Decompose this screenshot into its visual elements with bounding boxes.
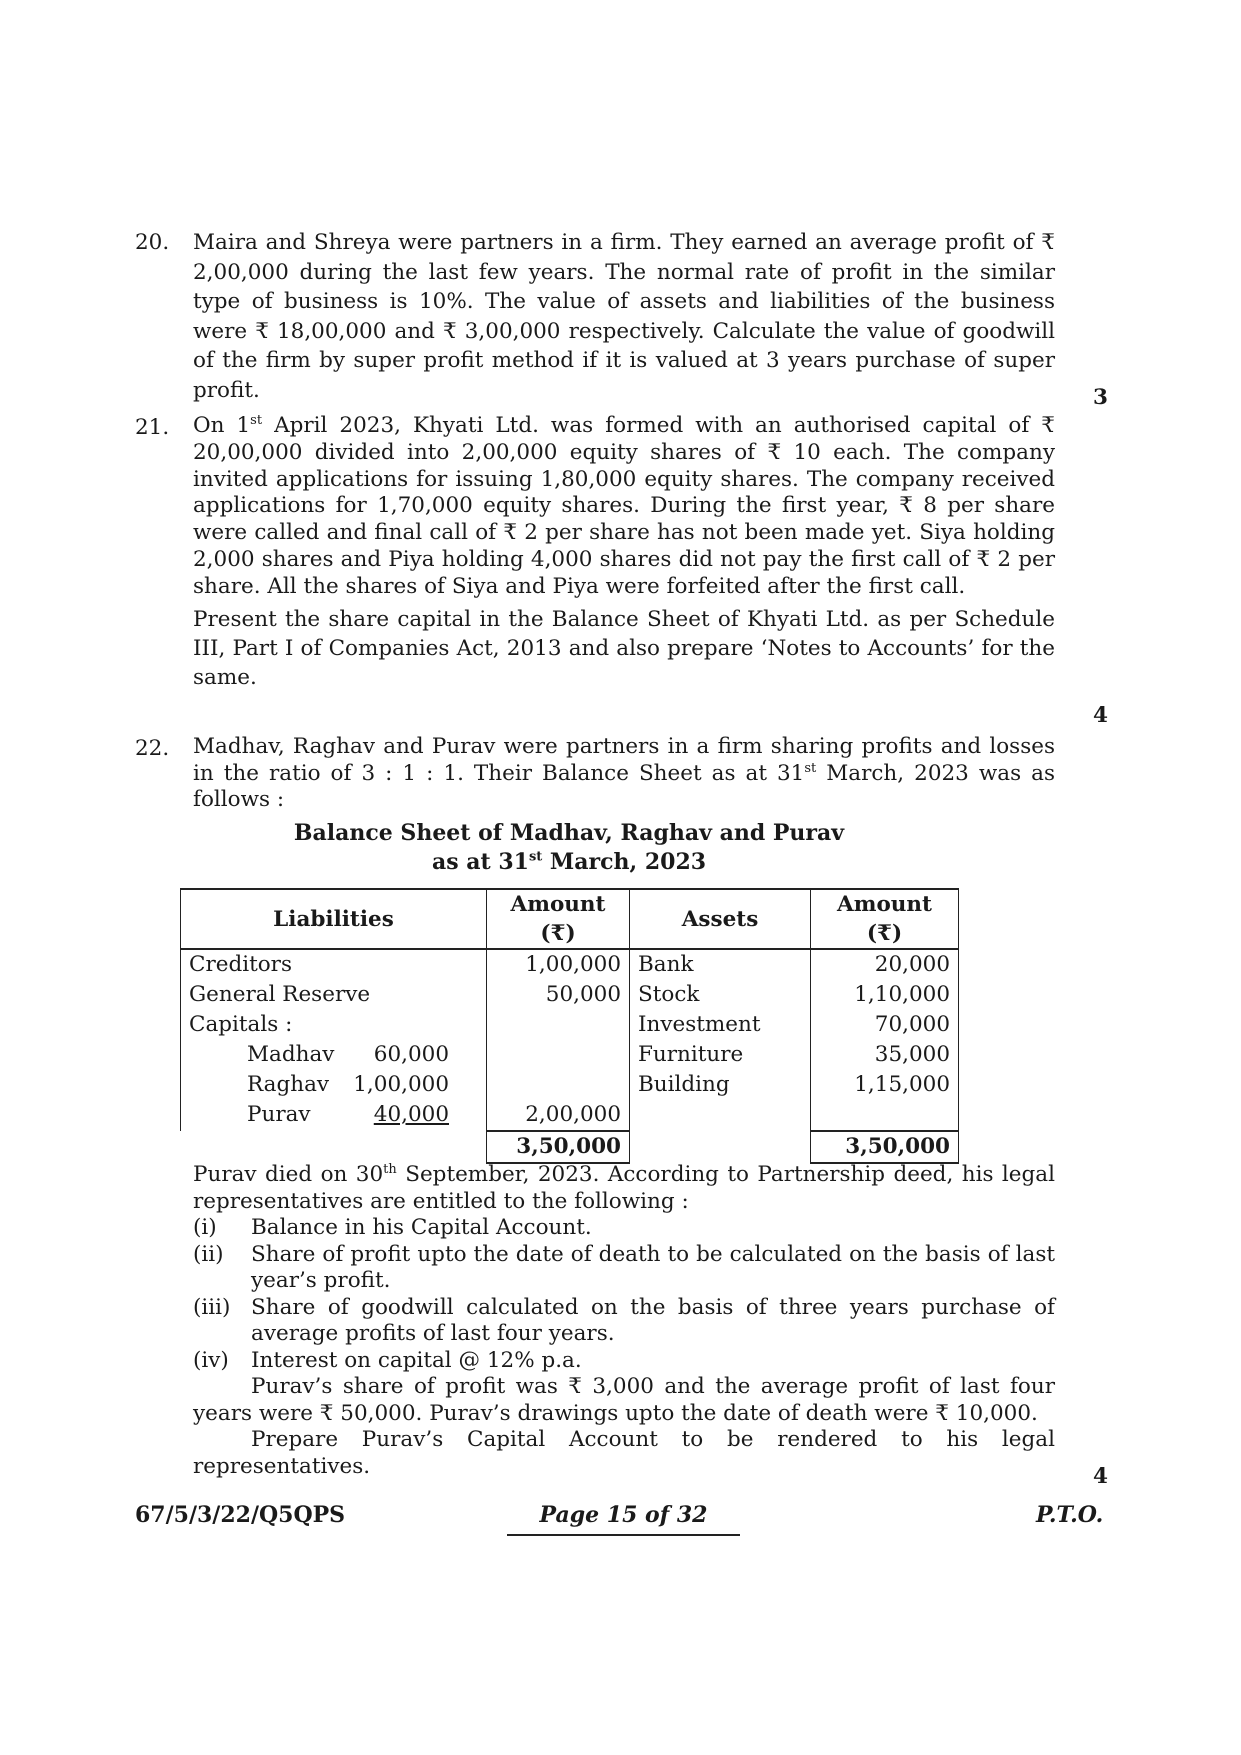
asset-amount: 1,15,000	[811, 1070, 959, 1100]
capital-entry	[181, 1070, 487, 1100]
liability-amount: 50,000	[487, 980, 630, 1010]
marks-q22: 4	[1093, 1464, 1108, 1489]
question-20	[135, 228, 1055, 405]
asset-label: Building	[630, 1070, 811, 1100]
table-row	[181, 1070, 959, 1100]
marks-q20: 3	[1093, 385, 1108, 410]
question-text: On 1st April 2023, Khyati Ltd. was formed with an authorised capital of ₹ 20,00,000 divided into 2,00,000 equity shares of ₹ 10 each. The company invited applications for issuing 1,80,000 equity shares. The company received applications for 1,70,000 equity shares. During the first year, ₹ 8 per share were called and final call of ₹ 2 per share has not been made yet. Siya holding 2,000 shares and Piya holding 4,000 shares did not pay the first call of ₹ 2 per share. All the shares of Siya and Piya were forfeited after the first call.	[193, 412, 1055, 599]
question-instruction: Prepare Purav’s Capital Account to be rendered to his legal representatives.	[193, 1427, 1055, 1479]
list-item: (i) Balance in his Capital Account.	[193, 1215, 592, 1240]
balance-sheet-table	[180, 888, 959, 1164]
partner-capital: 40,000	[373, 1102, 449, 1127]
table-total-row	[181, 1131, 959, 1163]
list-item: (ii) Share of profit upto the date of death to be calculated on the basis of last year’s profit.	[193, 1241, 1055, 1293]
question-instruction: Present the share capital in the Balance Sheet of Khyati Ltd. as per Schedule III, Part I of Companies Act, 2013 and also prepare ‘Notes to Accounts’ for the same.	[193, 606, 1055, 690]
capital-entry	[181, 1040, 487, 1070]
question-22	[135, 734, 1055, 814]
capitals-total: 2,00,000	[487, 1100, 630, 1131]
partner-capital: 1,00,000	[353, 1072, 449, 1097]
table-row	[181, 949, 959, 980]
header-assets: Assets	[630, 889, 811, 949]
entitlements-list	[193, 1215, 1055, 1374]
partner-capital: 60,000	[373, 1042, 449, 1067]
header-amount-liabilities: Amount (₹)	[487, 889, 630, 949]
list-item: (iii) Share of goodwill calculated on the basis of three years purchase of average profits of last four years.	[193, 1294, 1055, 1346]
list-item: (iv) Interest on capital @ 12% p.a.	[193, 1347, 582, 1373]
pto-label: P.T.O.	[1036, 1502, 1104, 1528]
header-amount-assets: Amount (₹)	[811, 889, 959, 949]
question-number: 21.	[135, 415, 170, 440]
table-row	[181, 980, 959, 1010]
asset-label: Bank	[630, 949, 811, 980]
balance-sheet-date: as at 31st March, 2023	[431, 849, 707, 875]
question-number: 20.	[135, 230, 170, 255]
balance-sheet-title: Balance Sheet of Madhav, Raghav and Purav	[293, 820, 845, 846]
asset-amount: 70,000	[811, 1010, 959, 1040]
marks-q21: 4	[1093, 703, 1108, 728]
total-assets: 3,50,000	[811, 1131, 959, 1163]
paper-code: 67/5/3/22/Q5QPS	[135, 1502, 346, 1528]
question-text: Madhav, Raghav and Purav were partners in a firm sharing profits and losses in the ratio of 3 : 1 : 1. Their Balance Sheet as at 31st March, 2023 was as follows :	[193, 734, 1056, 812]
partner-name: Madhav	[247, 1042, 335, 1067]
question-21	[135, 413, 1055, 692]
total-liabilities: 3,50,000	[487, 1131, 630, 1163]
liability-amount: 1,00,000	[487, 949, 630, 980]
page-number: Page 15 of 32	[507, 1502, 740, 1536]
table-header-row	[181, 889, 959, 949]
death-statement: Purav died on 30th September, 2023. According to Partnership deed, his legal representatives are entitled to the following :	[193, 1161, 1055, 1214]
table-row	[181, 1010, 959, 1040]
partner-name: Raghav	[247, 1072, 330, 1097]
question-22-details	[193, 1162, 1055, 1480]
table-row	[181, 1100, 959, 1131]
liability-label: General Reserve	[181, 980, 487, 1010]
capital-entry	[181, 1100, 487, 1131]
liability-label: Creditors	[181, 949, 487, 980]
profit-details: Purav’s share of profit was ₹ 3,000 and the average profit of last four years were ₹ 50,000. Purav’s drawings upto the date of death were ₹ 10,000.	[193, 1374, 1055, 1426]
asset-amount: 1,10,000	[811, 980, 959, 1010]
header-liabilities: Liabilities	[181, 889, 487, 949]
balance-sheet-heading	[180, 819, 958, 877]
liability-label: Capitals :	[181, 1010, 487, 1040]
asset-label: Furniture	[630, 1040, 811, 1070]
question-number: 22.	[135, 736, 170, 761]
asset-amount: 20,000	[811, 949, 959, 980]
question-text: Maira and Shreya were partners in a firm. They earned an average profit of ₹ 2,00,000 during the last few years. The normal rate of profit in the similar type of business is 10%. The value of assets and liabilities of the business were ₹ 18,00,000 and ₹ 3,00,000 respectively. Calculate the value of goodwill of the firm by super profit method if it is valued at 3 years purchase of super profit.	[193, 230, 1055, 403]
liability-amount	[487, 1010, 630, 1040]
partner-name: Purav	[247, 1102, 311, 1127]
asset-amount: 35,000	[811, 1040, 959, 1070]
asset-label: Stock	[630, 980, 811, 1010]
asset-label: Investment	[630, 1010, 811, 1040]
table-row	[181, 1040, 959, 1070]
